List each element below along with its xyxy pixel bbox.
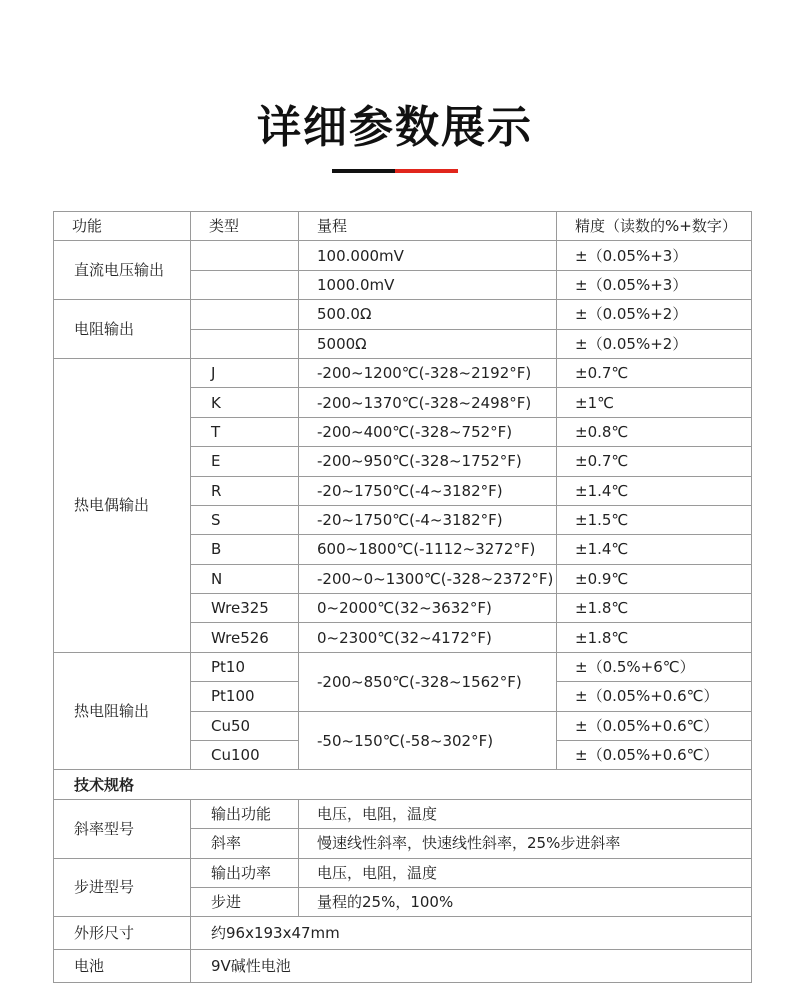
dimensions-value: 约96x193x47mm (191, 917, 752, 950)
accuracy-cell: ±（0.05%+3） (557, 270, 752, 299)
spec-value-cell: 量程的25%，100% (299, 887, 752, 916)
range-cell: 1000.0mV (299, 270, 557, 299)
group-label-step: 步进型号 (54, 858, 191, 917)
accuracy-cell: ±1.4℃ (557, 476, 752, 505)
table-row (54, 241, 752, 270)
section-heading-tech-spec: 技术规格 (54, 770, 752, 799)
type-cell: E (191, 447, 299, 476)
type-cell: Cu100 (191, 741, 299, 770)
accuracy-cell: ±1.4℃ (557, 535, 752, 564)
group-label-rtd: 热电阻输出 (54, 652, 191, 770)
type-cell: B (191, 535, 299, 564)
table-row (54, 799, 752, 828)
type-cell-empty (191, 241, 299, 270)
range-cell: 600~1800℃(-1112~3272°F) (299, 535, 557, 564)
accuracy-cell: ±0.9℃ (557, 564, 752, 593)
type-cell: N (191, 564, 299, 593)
type-cell-empty (191, 329, 299, 358)
spec-name-cell: 输出功率 (191, 858, 299, 887)
type-cell-empty (191, 300, 299, 329)
range-cell: 5000Ω (299, 329, 557, 358)
section-heading-row (54, 770, 752, 799)
table-row (54, 652, 752, 681)
accuracy-cell: ±（0.05%+0.6℃） (557, 682, 752, 711)
type-cell: Cu50 (191, 711, 299, 740)
range-cell: -50~150℃(-58~302°F) (299, 711, 557, 770)
type-cell: Wre526 (191, 623, 299, 652)
spec-value-cell: 电压，电阻，温度 (299, 799, 752, 828)
accuracy-cell: ±0.7℃ (557, 447, 752, 476)
type-cell: Wre325 (191, 594, 299, 623)
group-label-slope: 斜率型号 (54, 799, 191, 858)
type-cell: K (191, 388, 299, 417)
table-row (54, 300, 752, 329)
range-cell: 0~2000℃(32~3632°F) (299, 594, 557, 623)
battery-value: 9V碱性电池 (191, 950, 752, 983)
accuracy-cell: ±（0.05%+0.6℃） (557, 741, 752, 770)
group-label-dc-voltage: 直流电压输出 (54, 241, 191, 300)
accuracy-cell: ±1℃ (557, 388, 752, 417)
range-cell: -200~950℃(-328~1752°F) (299, 447, 557, 476)
spec-name-cell: 斜率 (191, 829, 299, 858)
spec-table (53, 211, 752, 983)
table-row (54, 358, 752, 387)
table-row (54, 950, 752, 983)
header-accuracy: 精度（读数的%+数字） (557, 212, 752, 241)
range-cell: -200~1200℃(-328~2192°F) (299, 358, 557, 387)
spec-name-cell: 步进 (191, 887, 299, 916)
accuracy-cell: ±（0.05%+2） (557, 300, 752, 329)
table-row (54, 917, 752, 950)
type-cell: J (191, 358, 299, 387)
range-cell: 500.0Ω (299, 300, 557, 329)
accuracy-cell: ±（0.05%+0.6℃） (557, 711, 752, 740)
header-range: 量程 (299, 212, 557, 241)
spec-value-cell: 电压，电阻，温度 (299, 858, 752, 887)
range-cell: -20~1750℃(-4~3182°F) (299, 505, 557, 534)
type-cell: R (191, 476, 299, 505)
range-cell: -20~1750℃(-4~3182°F) (299, 476, 557, 505)
accuracy-cell: ±1.5℃ (557, 505, 752, 534)
table-row (54, 858, 752, 887)
range-cell: 100.000mV (299, 241, 557, 270)
group-label-resistance: 电阻输出 (54, 300, 191, 359)
header-type: 类型 (191, 212, 299, 241)
page-title: 详细参数展示 (257, 102, 533, 153)
title-underline-red (395, 169, 458, 173)
header-function: 功能 (54, 212, 191, 241)
type-cell: Pt10 (191, 652, 299, 681)
group-label-thermocouple: 热电偶输出 (54, 358, 191, 652)
type-cell: S (191, 505, 299, 534)
accuracy-cell: ±（0.05%+2） (557, 329, 752, 358)
accuracy-cell: ±0.7℃ (557, 358, 752, 387)
range-cell: -200~1370℃(-328~2498°F) (299, 388, 557, 417)
accuracy-cell: ±1.8℃ (557, 594, 752, 623)
range-cell: 0~2300℃(32~4172°F) (299, 623, 557, 652)
type-cell: T (191, 417, 299, 446)
accuracy-cell: ±1.8℃ (557, 623, 752, 652)
header-row (54, 212, 752, 241)
accuracy-cell: ±（0.05%+3） (557, 241, 752, 270)
range-cell: -200~850℃(-328~1562°F) (299, 652, 557, 711)
type-cell-empty (191, 270, 299, 299)
spec-value-cell: 慢速线性斜率，快速线性斜率，25%步进斜率 (299, 829, 752, 858)
type-cell: Pt100 (191, 682, 299, 711)
range-cell: -200~400℃(-328~752°F) (299, 417, 557, 446)
range-cell: -200~0~1300℃(-328~2372°F) (299, 564, 557, 593)
spec-name-cell: 输出功能 (191, 799, 299, 828)
title-underline-dark (332, 169, 395, 173)
accuracy-cell: ±（0.5%+6℃） (557, 652, 752, 681)
battery-label: 电池 (54, 950, 191, 983)
dimensions-label: 外形尺寸 (54, 917, 191, 950)
accuracy-cell: ±0.8℃ (557, 417, 752, 446)
